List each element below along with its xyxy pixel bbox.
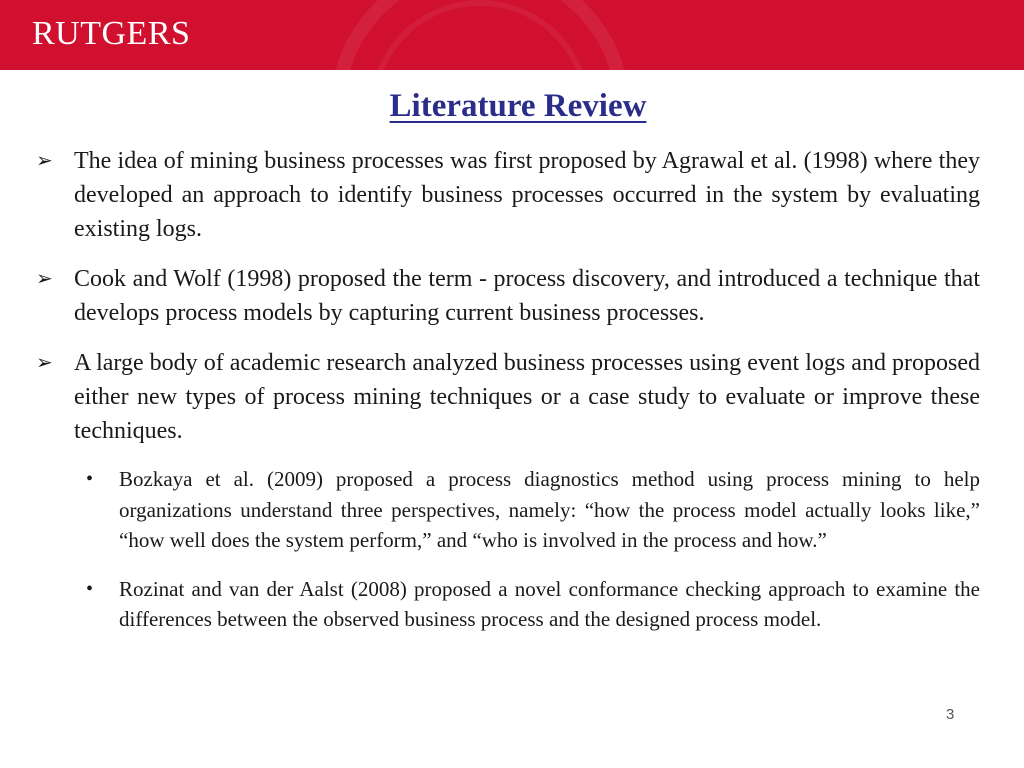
bullet-text: The idea of mining business processes was first proposed by Agrawal et al. (1998) where they developed an approach to identify business processes occurred in the system by evaluating existing logs.	[74, 148, 980, 242]
bullet-text: Cook and Wolf (1998) proposed the term - process discovery, and introduced a technique that develops process models by capturing current business processes.	[74, 266, 980, 326]
sub-bullet-item	[36, 574, 980, 635]
sub-bullet-text: Rozinat and van der Aalst (2008) proposed a novel conformance checking approach to examine the differences between the observed business process and the designed process model.	[119, 576, 980, 631]
dot-bullet-icon: •	[86, 468, 94, 490]
bullet-text: A large body of academic research analyzed business processes using event logs and proposed either new types of process mining techniques or a case study to evaluate or improve these techniques.	[74, 350, 980, 444]
bullet-item	[36, 346, 980, 448]
arrow-bullet-icon: ➢	[36, 150, 53, 172]
header-banner	[0, 0, 1024, 70]
bullet-item	[36, 144, 980, 246]
slide-body	[36, 144, 980, 653]
rutgers-logo: RUTGERS	[32, 15, 191, 52]
bullet-item	[36, 262, 980, 330]
arrow-bullet-icon: ➢	[36, 268, 53, 290]
arrow-bullet-icon: ➢	[36, 352, 53, 374]
page-number: 3	[946, 706, 955, 723]
sub-bullet-item	[36, 464, 980, 556]
slide-title: Literature Review	[389, 88, 647, 124]
sub-bullet-text: Bozkaya et al. (2009) proposed a process diagnostics method using process mining to help organizations understand three perspectives, namely: “how the process model actually looks like,” “how well does the system perform,” and “who is involved in the process and how.”	[119, 467, 980, 552]
dot-bullet-icon: •	[86, 577, 94, 600]
